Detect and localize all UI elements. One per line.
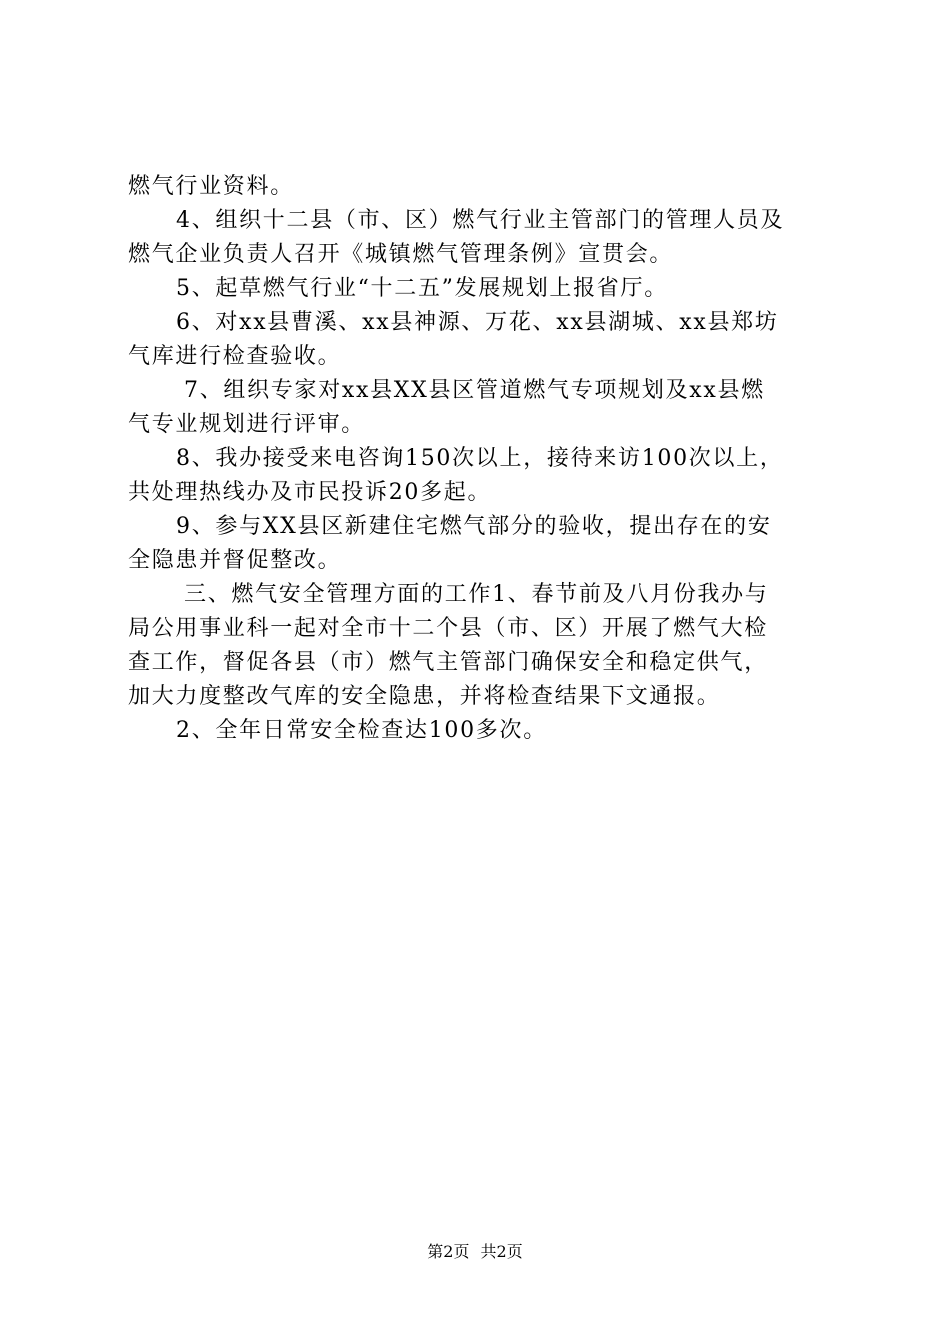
text-line: 局公用事业科一起对全市十二个县（市、区）开展了燃气大检 xyxy=(128,616,768,641)
page-number: 第2页 xyxy=(427,1242,470,1261)
text-line: 7、组织专家对xx县XX县区管道燃气专项规划及xx县燃 xyxy=(184,378,765,403)
document-body xyxy=(128,170,828,748)
text-line: 气库进行检查验收。 xyxy=(128,344,342,369)
text-line: 4、组织十二县（市、区）燃气行业主管部门的管理人员及 xyxy=(176,208,785,233)
text-line: 加大力度整改气库的安全隐患，并将检查结果下文通报。 xyxy=(128,684,721,709)
text-line: 2、全年日常安全检查达100多次。 xyxy=(176,718,547,743)
page-total: 共2页 xyxy=(480,1242,523,1261)
text-line: 燃气行业资料。 xyxy=(128,174,294,199)
text-line: 三、燃气安全管理方面的工作1、春节前及八月份我办与 xyxy=(184,582,769,607)
text-line: 9、参与XX县区新建住宅燃气部分的验收，提出存在的安 xyxy=(176,514,772,539)
text-line: 气专业规划进行评审。 xyxy=(128,412,366,437)
text-line: 全隐患并督促整改。 xyxy=(128,548,342,573)
text-line: 燃气企业负责人召开《城镇燃气管理条例》宣贯会。 xyxy=(128,242,674,267)
text-line: 5、起草燃气行业“十二五”发展规划上报省厅。 xyxy=(176,276,668,301)
text-line: 共处理热线办及市民投诉20多起。 xyxy=(128,480,492,505)
text-line: 6、对xx县曹溪、xx县神源、万花、xx县湖城、xx县郑坊 xyxy=(176,310,779,335)
page-footer xyxy=(0,1242,950,1262)
text-line: 查工作，督促各县（市）燃气主管部门确保安全和稳定供气， xyxy=(128,650,768,675)
text-line: 8、我办接受来电咨询150次以上，接待来访100次以上， xyxy=(176,446,784,471)
